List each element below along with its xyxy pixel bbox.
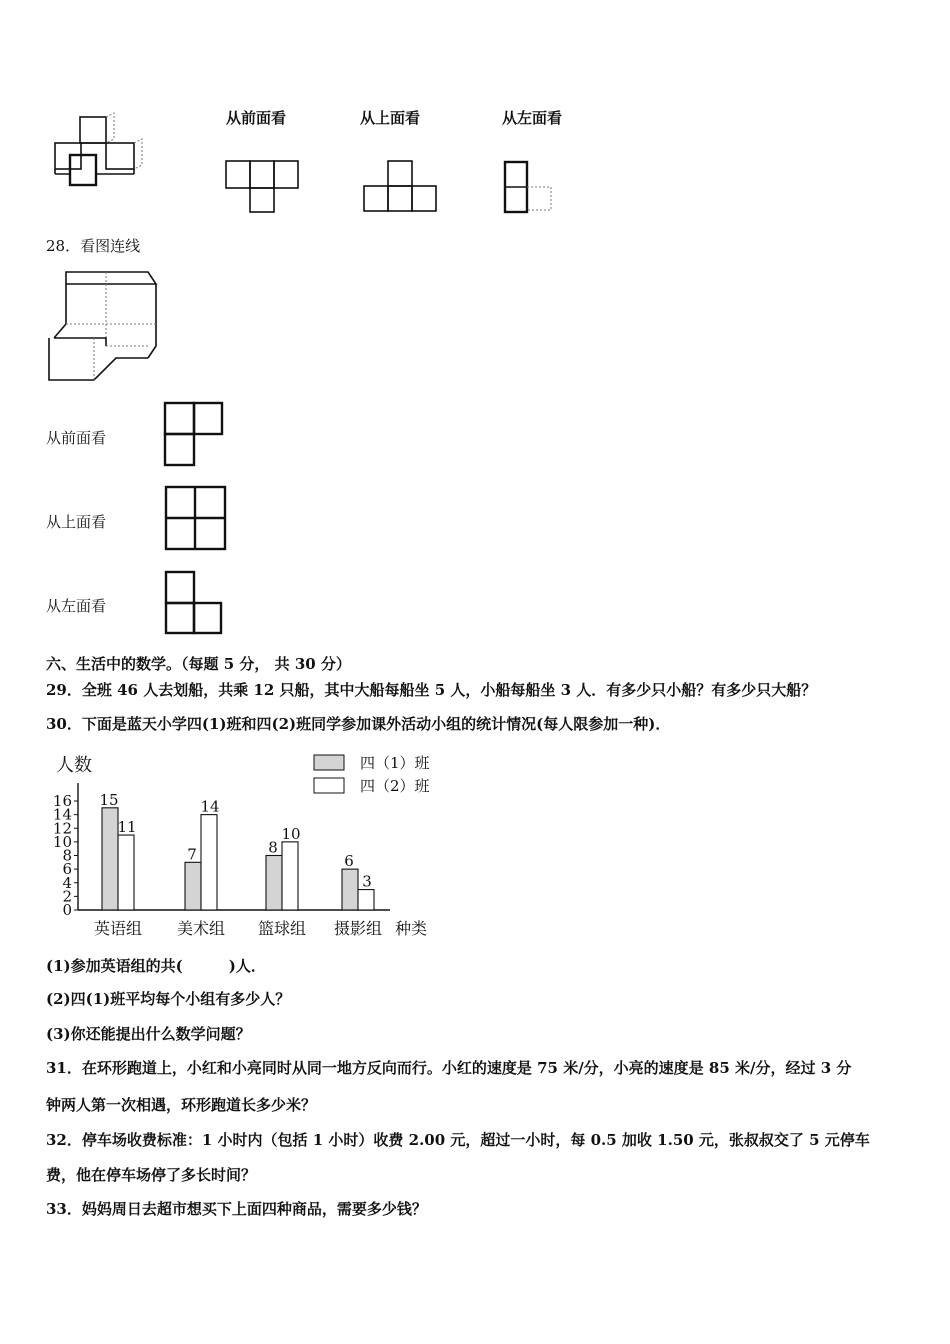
q32-line1: 32．停车场收费标准：1 小时内（包括 1 小时）收费 2.00 元，超过一小时，每 0.5 加收 1.50 元，张叔叔交了 5 元停车 <box>46 1131 870 1149</box>
chart-ylabel: 人数 <box>56 755 92 776</box>
bar-1-1 <box>185 862 201 910</box>
q28-view-top-label: 从上面看 <box>46 513 107 531</box>
bar-data-label: 6 <box>344 852 354 871</box>
y-tick-label: 8 <box>62 846 72 865</box>
q28-view-left-label: 从左面看 <box>46 597 107 615</box>
q30-sub1-prefix: (1)参加英语组的共( <box>46 957 183 975</box>
x-category-label: 篮球组 <box>257 919 307 938</box>
q32-line2: 费，他在停车场停了多长时间？ <box>46 1166 257 1184</box>
q27-view-left-label: 从左面看 <box>502 109 563 127</box>
bar-1-0 <box>102 808 118 910</box>
legend-label-class1: 四（1）班 <box>360 754 430 772</box>
x-category-label: 英语组 <box>93 919 143 938</box>
q28-shape-b <box>163 484 229 552</box>
q27-top-view-shape <box>362 160 442 215</box>
q28-solid-figure <box>46 266 161 384</box>
q31-line2: 钟两人第一次相遇，环形跑道长多少米？ <box>46 1096 317 1114</box>
bar-2-0 <box>118 835 134 910</box>
bar-2-3 <box>358 890 374 910</box>
y-tick-label: 0 <box>62 901 72 919</box>
legend-swatch-class2 <box>314 778 344 793</box>
q30-sub2: (2)四(1)班平均每个小组有多少人？ <box>46 990 291 1008</box>
x-category-label: 摄影组 <box>333 919 383 938</box>
q31-line1: 31．在环形跑道上，小红和小亮同时从同一地方反向而行。小红的速度是 75 米/分，小亮的速度是 85 米/分，经过 3 分 <box>46 1059 852 1077</box>
y-tick-label: 16 <box>52 792 72 810</box>
y-tick-label: 10 <box>52 832 72 851</box>
legend-label-class2: 四（2）班 <box>360 777 430 795</box>
q27-left-view-shape <box>503 160 563 215</box>
y-tick-label: 14 <box>52 805 72 824</box>
y-tick-label: 12 <box>52 819 72 838</box>
x-category-label: 美术组 <box>176 919 226 938</box>
q30-bar-chart <box>40 745 460 945</box>
bar-1-3 <box>342 869 358 910</box>
bar-data-label: 15 <box>99 790 119 809</box>
bar-2-1 <box>201 815 217 910</box>
bar-data-label: 8 <box>268 838 278 857</box>
y-tick-label: 2 <box>62 887 72 906</box>
q27-view-front-label: 从前面看 <box>226 109 287 127</box>
section6-title: 六、生活中的数学。（每题 5 分， 共 30 分） <box>46 655 351 673</box>
q33-text: 33．妈妈周日去超市想买下上面四种商品，需要多少钱？ <box>46 1200 427 1218</box>
q30-sub3: (3)你还能提出什么数学问题？ <box>46 1025 251 1043</box>
bar-data-label: 10 <box>281 824 301 843</box>
q28-view-front-label: 从前面看 <box>46 429 107 447</box>
q27-front-view-shape <box>225 160 305 215</box>
q30-sub1-suffix: )人． <box>228 957 266 975</box>
bar-data-label: 14 <box>200 797 220 816</box>
q30-text: 30．下面是蓝天小学四(1)班和四(2)班同学参加课外活动小组的统计情况(每人限参加一种)． <box>46 715 671 733</box>
bar-data-label: 3 <box>362 872 372 891</box>
q28-title: 28．看图连线 <box>46 237 141 255</box>
q30-sub1 <box>46 956 266 976</box>
chart-xlabel: 种类 <box>395 919 428 938</box>
bar-1-2 <box>266 856 282 911</box>
bar-2-2 <box>282 842 298 910</box>
q27-cube-figure <box>50 112 150 187</box>
bar-data-label: 7 <box>187 845 197 864</box>
bar-data-label: 11 <box>117 818 137 837</box>
q27-view-top-label: 从上面看 <box>360 109 421 127</box>
legend-swatch-class1 <box>314 755 344 770</box>
q29-text: 29．全班 46 人去划船，共乘 12 只船，其中大船每船坐 5 人，小船每船坐 3 人．有多少只小船？有多少只大船？ <box>46 681 817 699</box>
y-tick-label: 6 <box>62 860 72 879</box>
q28-shape-c <box>163 569 227 637</box>
y-tick-label: 4 <box>62 873 72 892</box>
q28-shape-a <box>163 401 227 469</box>
